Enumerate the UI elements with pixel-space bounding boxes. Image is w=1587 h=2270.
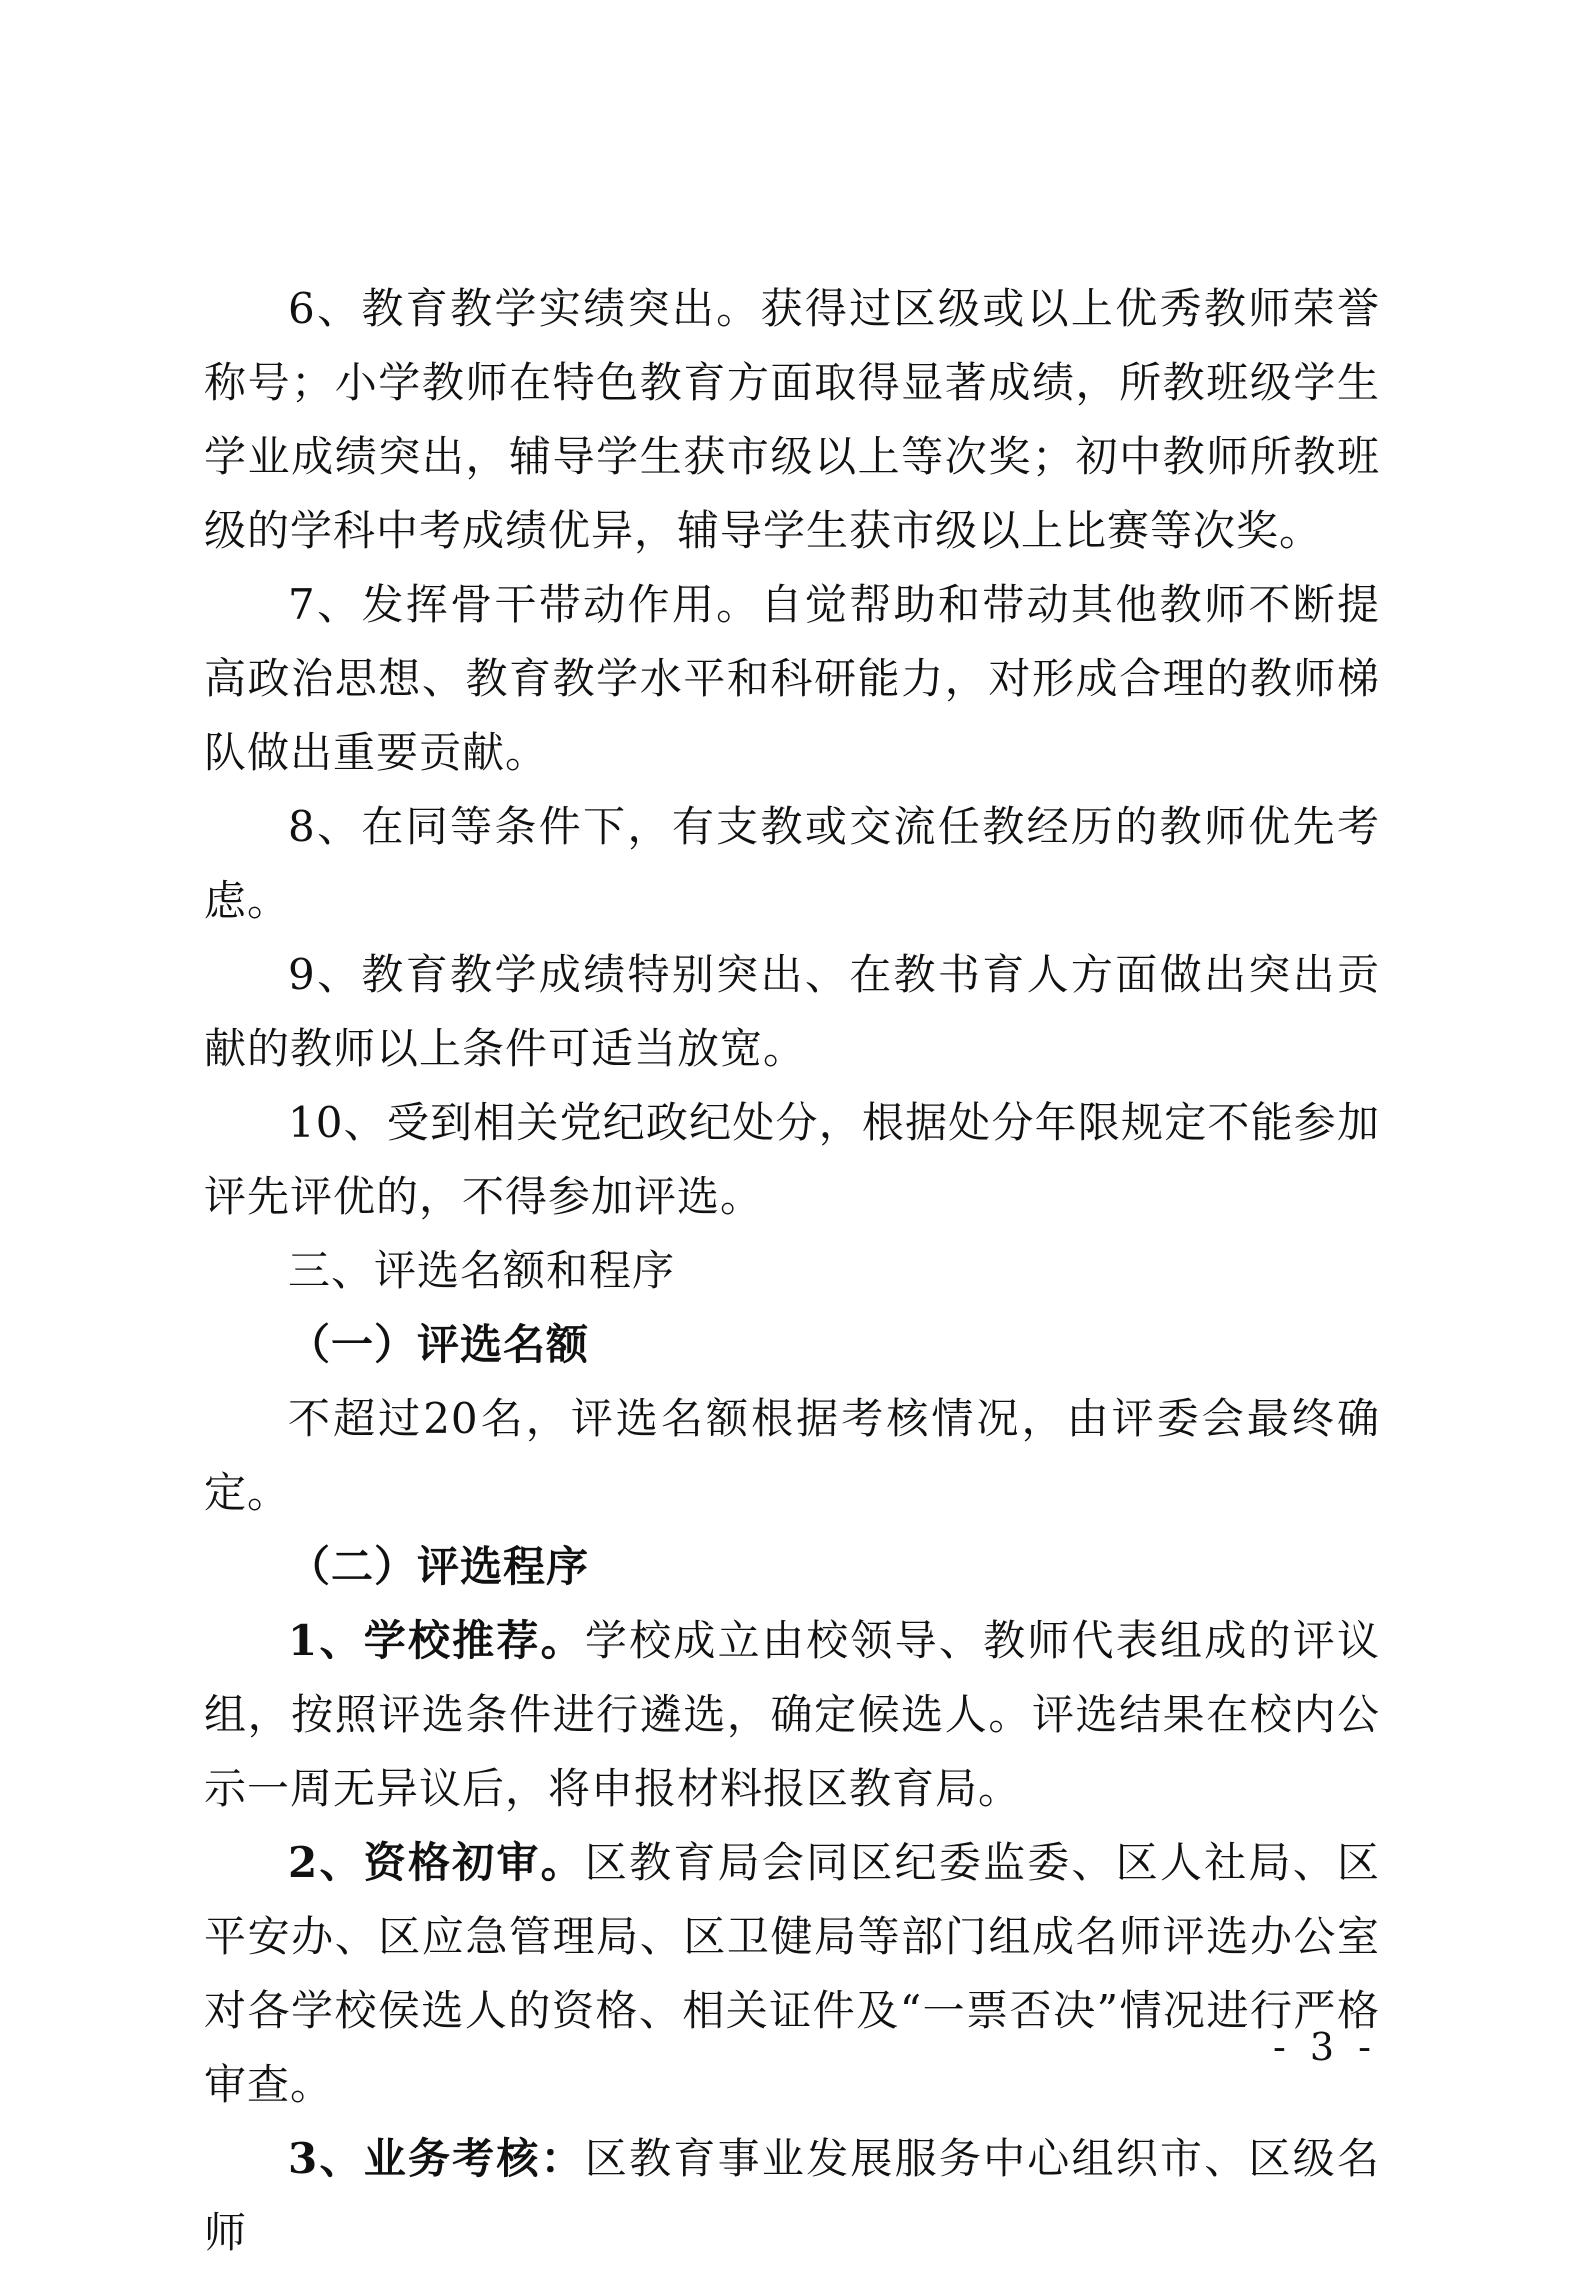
- quota-text: 不超过20名，评选名额根据考核情况，由评委会最终确定。: [204, 1394, 1380, 1517]
- criteria-item-6: 6、教育教学实绩突出。获得过区级或以上优秀教师荣誉称号；小学教师在特色教育方面取得显著成绩，所教班级学生学业成绩突出，辅导学生获市级以上等次奖；初中教师所教班级的学科中考成绩优异，辅导学生获市级以上比赛等次奖。: [204, 284, 1380, 555]
- step-1-text: 学校成立由校领导、教师代表组成的评议组，按照评选条件进行遴选，确定候选人。评选结果在校内公示一周无异议后，将申报材料报区教育局。: [204, 1616, 1380, 1813]
- step-2-text: 区教育局会同区纪委监委、区人社局、区平安办、区应急管理局、区卫健局等部门组成名师评选办公室对各学校侯选人的资格、相关证件及“一票否决”情况进行严格审查。: [204, 1838, 1380, 2109]
- step-1-lead: 1、学校推荐。: [288, 1616, 585, 1665]
- procedure-step-3: [204, 2122, 1380, 2270]
- criteria-item-10: 10、受到相关党纪政纪处分，根据处分年限规定不能参加评先评优的，不得参加评选。: [204, 1098, 1380, 1221]
- criteria-item-7: 7、发挥骨干带动作用。自觉帮助和带动其他教师不断提高政治思想、教育教学水平和科研能力，对形成合理的教师梯队做出重要贡献。: [204, 580, 1380, 777]
- step-3-lead: 3、业务考核：: [288, 2134, 585, 2183]
- subheading-procedure: （二）评选程序: [288, 1542, 590, 1591]
- procedure-step-2: [204, 1826, 1380, 2122]
- criteria-item-9: 9、教育教学成绩特别突出、在教书育人方面做出突出贡献的教师以上条件可适当放宽。: [204, 950, 1380, 1073]
- criteria-item-8: 8、在同等条件下，有支教或交流任教经历的教师优先考虑。: [204, 802, 1380, 925]
- procedure-step-1: [204, 1604, 1380, 1826]
- subheading-quota: （一）评选名额: [288, 1320, 590, 1369]
- step-2-lead: 2、资格初审。: [288, 1838, 585, 1887]
- section-heading-quota-and-procedure: 三、评选名额和程序: [288, 1246, 676, 1295]
- document-body: [204, 272, 1380, 2270]
- step-3-text: 区教育事业发展服务中心组织市、区级名师: [204, 2134, 1380, 2257]
- page-number: - 3 -: [1272, 2025, 1377, 2069]
